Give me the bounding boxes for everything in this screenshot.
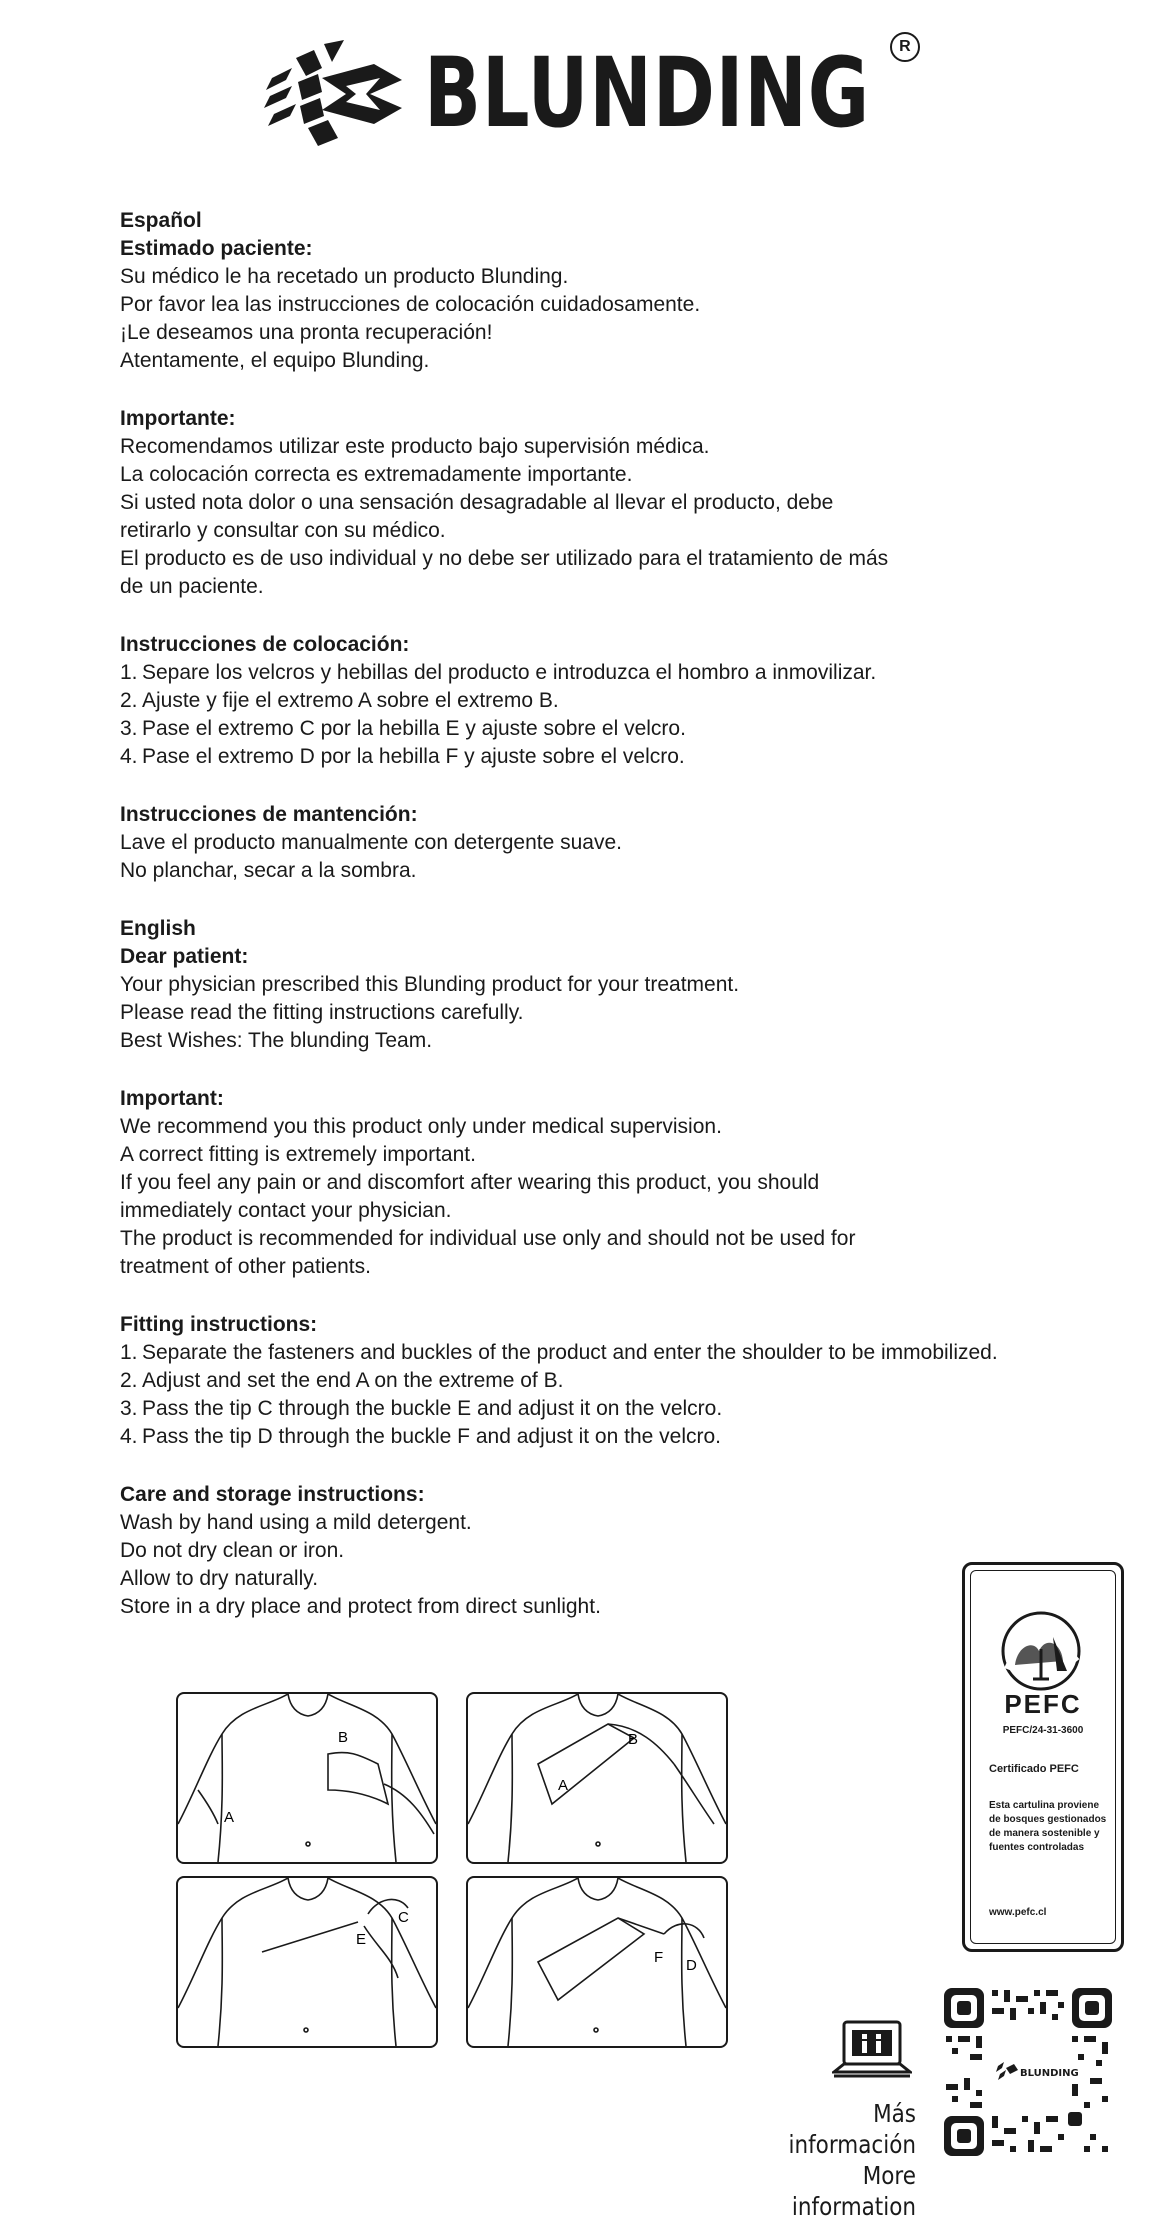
es-fitting-steps: [120, 659, 1080, 771]
brand-name: BLUNDING: [424, 37, 871, 149]
en-fitting-steps: [120, 1339, 1080, 1451]
more-info-text[interactable]: [761, 2098, 916, 2222]
es-care-heading: Instrucciones de mantención:: [120, 803, 418, 826]
registered-mark: R: [890, 32, 920, 62]
es-important-line: de un paciente.: [120, 575, 264, 598]
es-greeting-line: Atentamente, el equipo Blunding.: [120, 349, 430, 372]
pefc-certified: Certificado PEFC: [989, 1763, 1079, 1775]
pefc-code: PEFC/24-31-3600: [1002, 1725, 1084, 1736]
header: [0, 28, 1168, 158]
es-important-heading: Importante:: [120, 407, 236, 430]
en-greeting-line: Your physician prescribed this Blunding product for your treatment.: [120, 973, 740, 996]
torso-illustration: [178, 1878, 436, 2046]
list-item: [120, 1395, 1080, 1423]
instructions-text: [120, 207, 1080, 1651]
es-important-line: Recomendamos utilizar este producto bajo supervisión médica.: [120, 435, 710, 458]
label-c: C: [398, 1909, 409, 1926]
en-important-section: [120, 1085, 1080, 1281]
en-important-line: If you feel any pain or and discomfort after wearing this product, you should: [120, 1171, 820, 1194]
es-important-line: El producto es de uso individual y no debe ser utilizado para el tratamiento de más: [120, 547, 889, 570]
step-text: Pase el extremo D por la hebilla F y ajuste sobre el velcro.: [142, 745, 685, 768]
es-care-line: Lave el producto manualmente con detergente suave.: [120, 831, 623, 854]
es-important-line: retirarlo y consultar con su médico.: [120, 519, 446, 542]
en-greeting-heading: Dear patient:: [120, 945, 249, 968]
step-text: Adjust and set the end A on the extreme of B.: [142, 1369, 564, 1392]
step-text: Separe los velcros y hebillas del producto e introduzca el hombro a inmovilizar.: [142, 661, 877, 684]
brand-logo-icon: [262, 38, 412, 148]
pefc-description: Esta cartulina proviene de bosques gestionados de manera sostenible y fuentes controladas: [989, 1800, 1107, 1853]
step-number: 3.: [120, 717, 138, 740]
en-care-heading: Care and storage instructions:: [120, 1483, 425, 1506]
label-d: D: [686, 1957, 697, 1974]
qr-brand: BLUNDING: [1020, 2068, 1079, 2079]
step-text: Pass the tip C through the buckle E and adjust it on the velcro.: [142, 1397, 723, 1420]
label-b: B: [628, 1731, 639, 1748]
label-a: A: [558, 1777, 569, 1794]
list-item: [120, 687, 1080, 715]
diagram-step-4: [466, 1876, 728, 2048]
en-important-heading: Important:: [120, 1087, 224, 1110]
step-number: 1.: [120, 1341, 138, 1364]
step-number: 2.: [120, 1369, 138, 1392]
torso-illustration: [468, 1694, 726, 1862]
list-item: [120, 1367, 1080, 1395]
label-b: B: [338, 1729, 349, 1746]
step-number: 2.: [120, 689, 138, 712]
en-care-section: [120, 1481, 1080, 1621]
step-text: Pase el extremo C por la hebilla E y ajuste sobre el velcro.: [142, 717, 686, 740]
torso-illustration: [468, 1878, 726, 2046]
en-greeting-section: [120, 915, 1080, 1055]
es-greeting-line: Su médico le ha recetado un producto Blunding.: [120, 265, 569, 288]
en-care-line: Wash by hand using a mild detergent.: [120, 1511, 472, 1534]
es-important-line: La colocación correcta es extremadamente importante.: [120, 463, 633, 486]
step-text: Ajuste y fije el extremo A sobre el extremo B.: [142, 689, 559, 712]
es-greeting-line: Por favor lea las instrucciones de colocación cuidadosamente.: [120, 293, 701, 316]
en-fitting-heading: Fitting instructions:: [120, 1313, 318, 1336]
diagram-step-1: [176, 1692, 438, 1864]
es-care-line: No planchar, secar a la sombra.: [120, 859, 417, 882]
list-item: [120, 1339, 1080, 1367]
list-item: [120, 659, 1080, 687]
es-important-line: Si usted nota dolor o una sensación desagradable al llevar el producto, debe: [120, 491, 834, 514]
diagram-step-3: [176, 1876, 438, 2048]
en-care-line: Store in a dry place and protect from direct sunlight.: [120, 1595, 601, 1618]
label-a: A: [224, 1809, 235, 1826]
brand-logo: [262, 37, 911, 149]
en-care-line: Allow to dry naturally.: [120, 1567, 319, 1590]
qr-code[interactable]: [944, 1988, 1112, 2156]
step-number: 3.: [120, 1397, 138, 1420]
es-greeting-heading: Estimado paciente:: [120, 237, 313, 260]
laptop-info-icon: [832, 2018, 912, 2088]
es-greeting-line: ¡Le deseamos una pronta recuperación!: [120, 321, 493, 344]
es-care-section: [120, 801, 1080, 885]
en-important-line: The product is recommended for individual use only and should not be used for: [120, 1227, 856, 1250]
es-language-heading: Español: [120, 209, 202, 232]
es-fitting-heading: Instrucciones de colocación:: [120, 633, 410, 656]
label-f: F: [654, 1949, 664, 1966]
list-item: [120, 715, 1080, 743]
en-fitting-section: [120, 1311, 1080, 1451]
en-greeting-line: Best Wishes: The blunding Team.: [120, 1029, 433, 1052]
en-important-line: A correct fitting is extremely important.: [120, 1143, 476, 1166]
torso-illustration: [178, 1694, 436, 1862]
es-important-section: [120, 405, 1080, 601]
es-fitting-section: [120, 631, 1080, 771]
list-item: [120, 1423, 1080, 1451]
step-text: Separate the fasteners and buckles of the product and enter the shoulder to be immobilized.: [142, 1341, 998, 1364]
list-item: [120, 743, 1080, 771]
pefc-name: PEFC: [1004, 1689, 1082, 1719]
pefc-url: www.pefc.cl: [989, 1907, 1047, 1918]
pefc-tree-icon: [993, 1607, 1089, 1697]
en-important-line: immediately contact your physician.: [120, 1199, 452, 1222]
en-important-line: treatment of other patients.: [120, 1255, 371, 1278]
more-info-es: Más información: [788, 2099, 916, 2159]
more-info-en: More information: [791, 2161, 916, 2221]
fitting-diagrams: [176, 1692, 726, 2052]
en-language-heading: English: [120, 917, 196, 940]
es-greeting-section: [120, 207, 1080, 375]
en-greeting-line: Please read the fitting instructions carefully.: [120, 1001, 524, 1024]
pefc-certificate: [962, 1562, 1124, 1952]
en-care-line: Do not dry clean or iron.: [120, 1539, 345, 1562]
step-number: 4.: [120, 745, 138, 768]
diagram-step-2: [466, 1692, 728, 1864]
en-important-line: We recommend you this product only under medical supervision.: [120, 1115, 722, 1138]
step-text: Pass the tip D through the buckle F and adjust it on the velcro.: [142, 1425, 721, 1448]
label-e: E: [356, 1931, 367, 1948]
step-number: 4.: [120, 1425, 138, 1448]
step-number: 1.: [120, 661, 138, 684]
